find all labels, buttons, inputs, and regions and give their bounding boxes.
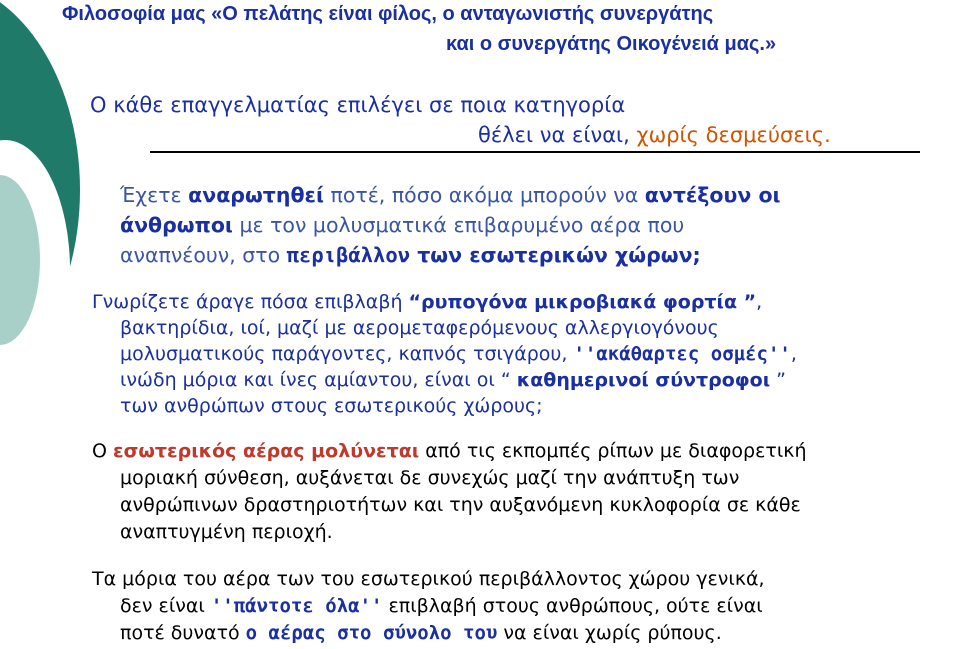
lead-line-2 (478, 123, 831, 147)
para2-l4-a: ινώδη μόρια και ίνες αμίαντου, είναι οι “ (120, 369, 517, 391)
para3-l1-b: εσωτερικός αέρας μολύνεται (113, 440, 420, 462)
para2-line-1 (92, 291, 762, 313)
para1-l3-b: περιβάλλον (286, 243, 411, 267)
para1-l1-a: Έχετε (120, 183, 189, 207)
para2-l4-b: καθημερινοί σύντροφοι (516, 369, 771, 391)
para3-l1-c: από τις εκπομπές ρίπων με διαφορετική (419, 440, 807, 462)
para1-l1-c: ποτέ, πόσο ακόμα μπορούν να (323, 183, 645, 207)
para2-l4-c: ” (770, 369, 786, 391)
para4-l3-c: να είναι χωρίς ρύπους. (497, 622, 722, 644)
para2-line-2: βακτηρίδια, ιοί, μαζί με αερομεταφερόμενους αλλεργιογόνους (120, 317, 719, 339)
header-line-2: και ο συνεργάτης Οικογένειά μας.» (446, 33, 777, 55)
para3-line-3: ανθρώπινων δραστηριοτήτων και την αυξανόμενη κυκλοφορία σε κάθε (120, 494, 801, 516)
para2-line-3 (120, 343, 797, 365)
para3-line-4: αναπτυγμένη περιοχή. (120, 521, 333, 543)
para2-l3-c: , (790, 343, 797, 365)
para1-line-3 (120, 243, 701, 267)
para2-l3-a: μολυσματικούς παράγοντες, καπνός τσιγάρου, (120, 343, 574, 365)
para4-l2-a: δεν είναι (120, 595, 211, 617)
lead-line-1: Ο κάθε επαγγελματίας επιλέγει σε ποια κατηγορία (90, 93, 626, 117)
para3-line-1 (92, 440, 806, 462)
header-line-1: Φιλοσοφία μας «Ο πελάτης είναι φίλος, ο ανταγωνιστής συνεργάτης (62, 3, 714, 25)
para4-line-3 (120, 622, 722, 644)
para1-l3-c: των εσωτερικών χώρων; (410, 243, 701, 267)
para4-l3-a: ποτέ δυνατό (120, 622, 246, 644)
para1-l1-d: αντέξουν οι (644, 183, 781, 207)
para2-l1-c: , (756, 291, 763, 313)
para3-l1-a: Ο (92, 440, 113, 462)
para3-line-2: μοριακή σύνθεση, αυξάνεται δε συνεχώς μαζί την ανάπτυξη των (120, 467, 740, 489)
para4-line-2 (120, 595, 763, 617)
para2-l3-b: ''ακάθαρτες οσμές'' (573, 343, 791, 365)
para2-line-4 (120, 369, 786, 391)
para1-line-2 (120, 213, 684, 237)
para4-l3-b: ο αέρας στο σύνολο του (245, 622, 498, 644)
para2-l1-a: Γνωρίζετε άραγε πόσα επιβλαβή (92, 291, 409, 313)
para1-l2-a: άνθρωποι (120, 213, 233, 237)
para4-line-1: Τα μόρια του αέρα των του εσωτερικού περιβάλλοντος χώρου γενικά, (92, 568, 765, 590)
para4-l2-b: ''πάντοτε όλα'' (210, 595, 383, 617)
para1-l1-b: αναρωτηθεί (188, 183, 324, 207)
para2-l1-b: “ρυπογόνα μικροβιακά φορτία ” (408, 291, 757, 313)
para4-l2-c: επιβλαβή στους ανθρώπους, ούτε είναι (382, 595, 763, 617)
lead-highlight: χωρίς δεσμεύσεις. (636, 123, 831, 147)
divider-rule (150, 151, 920, 153)
para1-line-1 (120, 183, 781, 207)
para2-line-5: των ανθρώπων στους εσωτερικούς χώρους; (120, 395, 543, 417)
para1-l3-a: αναπνέουν, στο (120, 243, 287, 267)
para1-l2-b: με τον μολυσματικά επιβαρυμένο αέρα που (232, 213, 685, 237)
lead-line-2-text: θέλει να είναι, (478, 123, 637, 147)
